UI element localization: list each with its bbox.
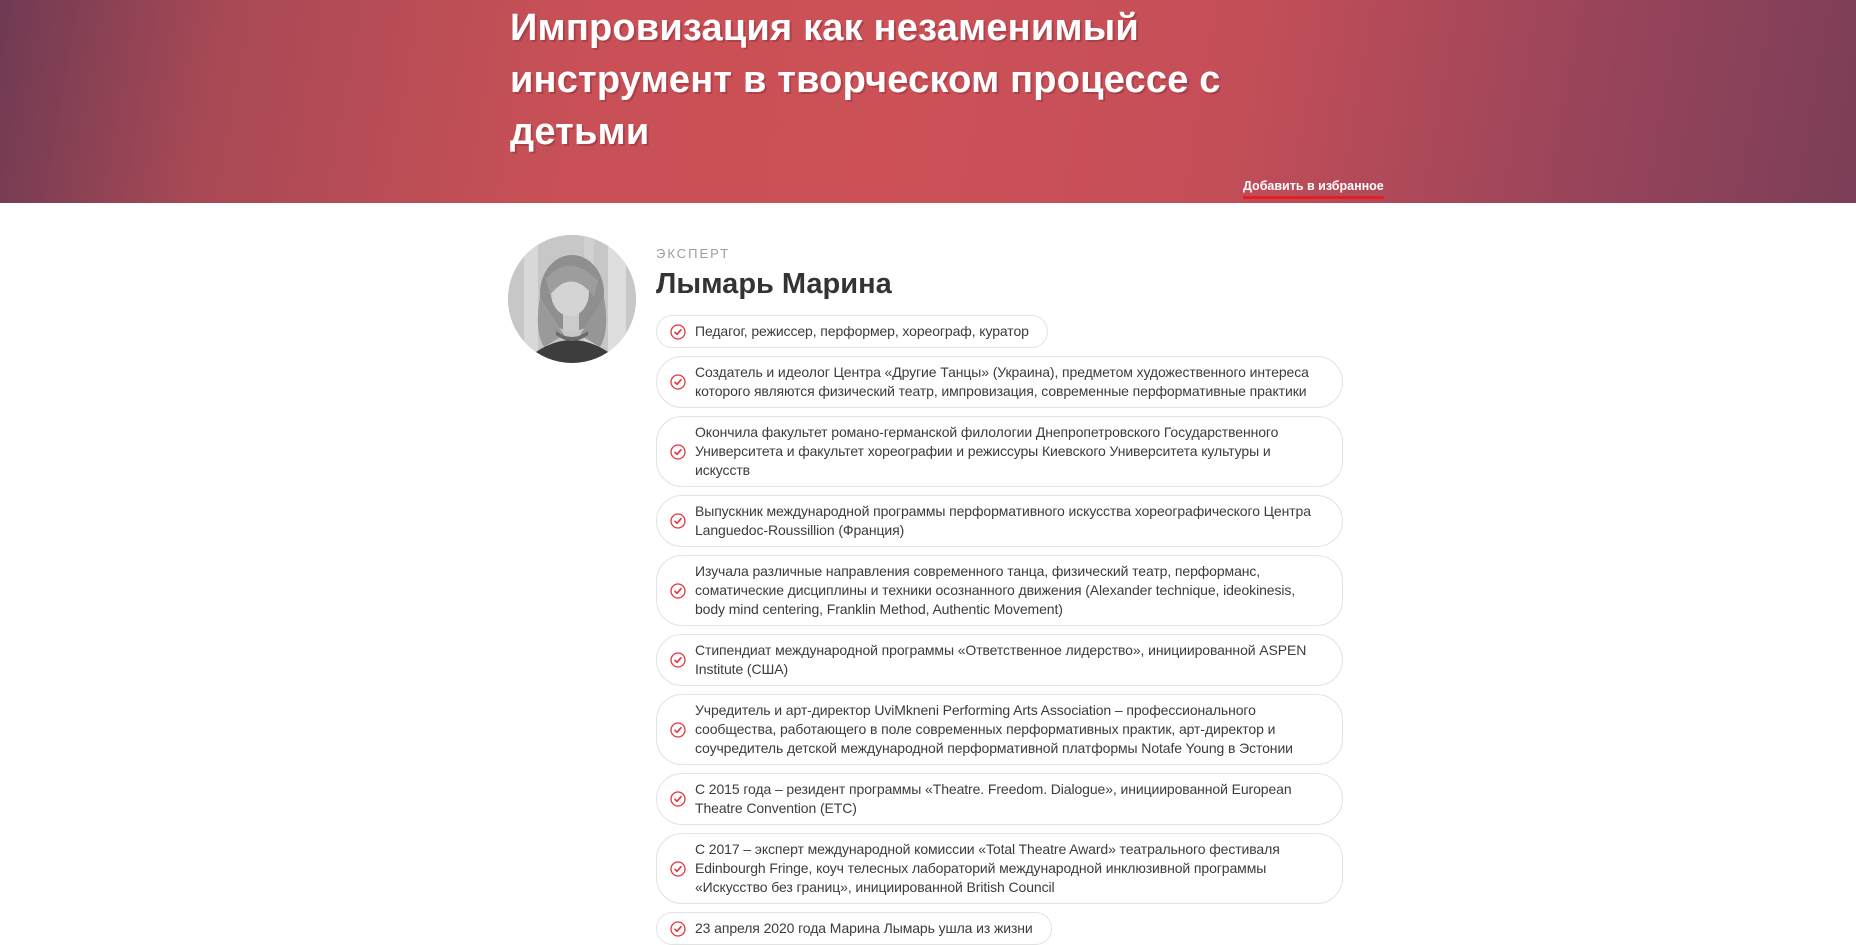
page-title-line: инструмент в творческом процессе с	[510, 59, 1221, 101]
fact-text: Окончила факультет романо-германской филологии Днепропетровского Государственного Университета и факультет хореографии и режиссуры Киевского Университета культуры и искусств	[695, 424, 1279, 478]
fact-text: 23 апреля 2020 года Марина Лымарь ушла из жизни	[695, 920, 1033, 936]
expert-fact-pill	[656, 555, 1343, 626]
fact-text: С 2015 года – резидент программы «Theatre. Freedom. Dialogue», инициированной European Theatre Convention (ETC)	[695, 781, 1292, 816]
check-circle-icon	[670, 791, 686, 807]
expert-section-label: ЭКСПЕРТ	[656, 246, 731, 261]
fact-text: Создатель и идеолог Центра «Другие Танцы» (Украина), предметом художественного интереса которого являются физический театр, импровизация, современные перформативные практики	[695, 364, 1309, 399]
add-to-favorites-link[interactable]	[1243, 179, 1384, 199]
favorites-link-underline	[1243, 196, 1384, 199]
expert-fact-pill	[656, 634, 1343, 686]
expert-fact-pill	[656, 912, 1052, 945]
expert-fact-pill	[656, 356, 1343, 408]
expert-fact-pill	[656, 773, 1343, 825]
check-circle-icon	[670, 444, 686, 460]
fact-text: Педагог, режиссер, перформер, хореограф, куратор	[695, 323, 1029, 339]
expert-facts-list	[656, 315, 1343, 945]
page-header	[0, 0, 1856, 203]
fact-text: Выпускник международной программы перформативного искусства хореографического Центра Languedoc-Roussillion (Франция)	[695, 503, 1311, 538]
expert-fact-pill	[656, 694, 1343, 765]
expert-info-column	[656, 235, 1343, 945]
check-circle-icon	[670, 652, 686, 668]
expert-fact-pill	[656, 495, 1343, 547]
check-circle-icon	[670, 583, 686, 599]
expert-fact-pill	[656, 416, 1343, 487]
add-to-favorites-label: Добавить в избранное	[1243, 179, 1384, 193]
page-title-line: детьми	[510, 111, 650, 153]
expert-avatar	[508, 235, 636, 363]
fact-text: Изучала различные направления современного танца, физический театр, перформанс, соматические дисциплины и техники осознанного движения (Alexander technique, ideokinesis, body mind centering, Franklin Method, Authentic Movement)	[695, 563, 1296, 617]
check-circle-icon	[670, 921, 686, 937]
check-circle-icon	[670, 861, 686, 877]
portrait-photo-placeholder	[508, 235, 636, 363]
expert-fact-pill	[656, 833, 1343, 904]
check-circle-icon	[670, 513, 686, 529]
expert-fact-pill	[656, 315, 1048, 348]
page-title	[510, 2, 1221, 158]
fact-text: С 2017 – эксперт международной комиссии «Total Theatre Award» театрального фестиваля Edinbourgh Fringe, коуч телесных лабораторий международной инклюзивной программы «Искусство без границ», инициированной British Council	[695, 841, 1280, 895]
fact-text: Учредитель и арт-директор UviMkneni Performing Arts Association – профессионального сообщества, работающего в поле современных перформативных практик, арт-директор и соучредитель детской международной перформативной платформы Notafe Young в Эстонии	[695, 702, 1293, 756]
fact-text: Стипендиат международной программы «Ответственное лидерство», инициированной ASPEN Institute (США)	[695, 642, 1307, 677]
check-circle-icon	[670, 324, 686, 340]
check-circle-icon	[670, 722, 686, 738]
page-title-line: Импровизация как незаменимый	[510, 7, 1139, 49]
check-circle-icon	[670, 374, 686, 390]
expert-profile-section	[508, 235, 1343, 945]
expert-name: Лымарь Марина	[656, 268, 892, 300]
